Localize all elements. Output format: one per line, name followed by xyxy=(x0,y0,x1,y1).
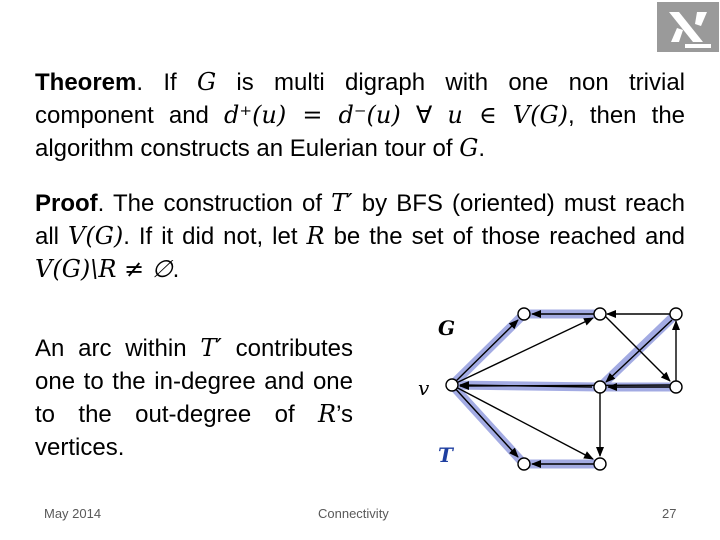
node xyxy=(518,308,530,320)
math-vg: V(G) xyxy=(68,222,124,250)
theorem-text: . If xyxy=(136,69,197,96)
theorem-text: ∀ xyxy=(400,102,448,129)
math-t-prime: T′ xyxy=(200,334,222,362)
graph-label-g: G xyxy=(438,316,456,340)
math-r: R xyxy=(306,222,325,250)
math-r: R xyxy=(318,400,337,428)
node xyxy=(594,381,606,393)
proof-text: . The construction of xyxy=(97,190,332,217)
proof-label: Proof xyxy=(35,190,98,217)
footer-title: Connectivity xyxy=(318,506,389,521)
proof-paragraph xyxy=(35,187,685,286)
math-membership: u ∈ V(G) xyxy=(447,101,569,129)
math-set-difference: V(G)\R ≠ ∅ xyxy=(35,255,173,283)
math-degree-condition: d⁺(u) = d⁻(u) xyxy=(224,101,401,129)
proof-text: . xyxy=(172,256,180,283)
theorem-text: is multi digraph with one non trivial component and xyxy=(35,69,685,129)
math-g: G xyxy=(459,134,479,162)
vertex-label-v: v xyxy=(418,376,430,400)
node xyxy=(670,381,682,393)
arc-text: An arc within xyxy=(35,335,201,362)
digraph-figure xyxy=(400,290,710,480)
node xyxy=(594,458,606,470)
proof-text: be the set of those reached and xyxy=(324,223,686,250)
technion-logo xyxy=(657,2,719,52)
theorem-paragraph xyxy=(35,66,685,165)
node xyxy=(594,308,606,320)
node-v xyxy=(446,379,458,391)
theorem-label: Theorem xyxy=(35,69,137,96)
footer-date: May 2014 xyxy=(44,506,102,521)
math-g: G xyxy=(196,68,217,96)
tree-label-t: T xyxy=(438,443,453,467)
bfs-tree-highlight xyxy=(452,314,676,464)
arc-text: ’s vertices. xyxy=(35,401,353,461)
footer-page-number: 27 xyxy=(662,506,677,521)
node xyxy=(670,308,682,320)
proof-text: . If it did not, let xyxy=(123,223,307,250)
arc-paragraph xyxy=(35,332,353,464)
math-t-prime: T′ xyxy=(331,189,353,217)
theorem-text: , then the algorithm constructs an Eulerian tour of xyxy=(35,102,686,162)
proof-text: by BFS (oriented) must reach all xyxy=(35,190,685,250)
node xyxy=(518,458,530,470)
theorem-text: . xyxy=(478,135,486,162)
arc-text: contributes one to the in-degree and one to the out-degree of xyxy=(35,335,353,428)
